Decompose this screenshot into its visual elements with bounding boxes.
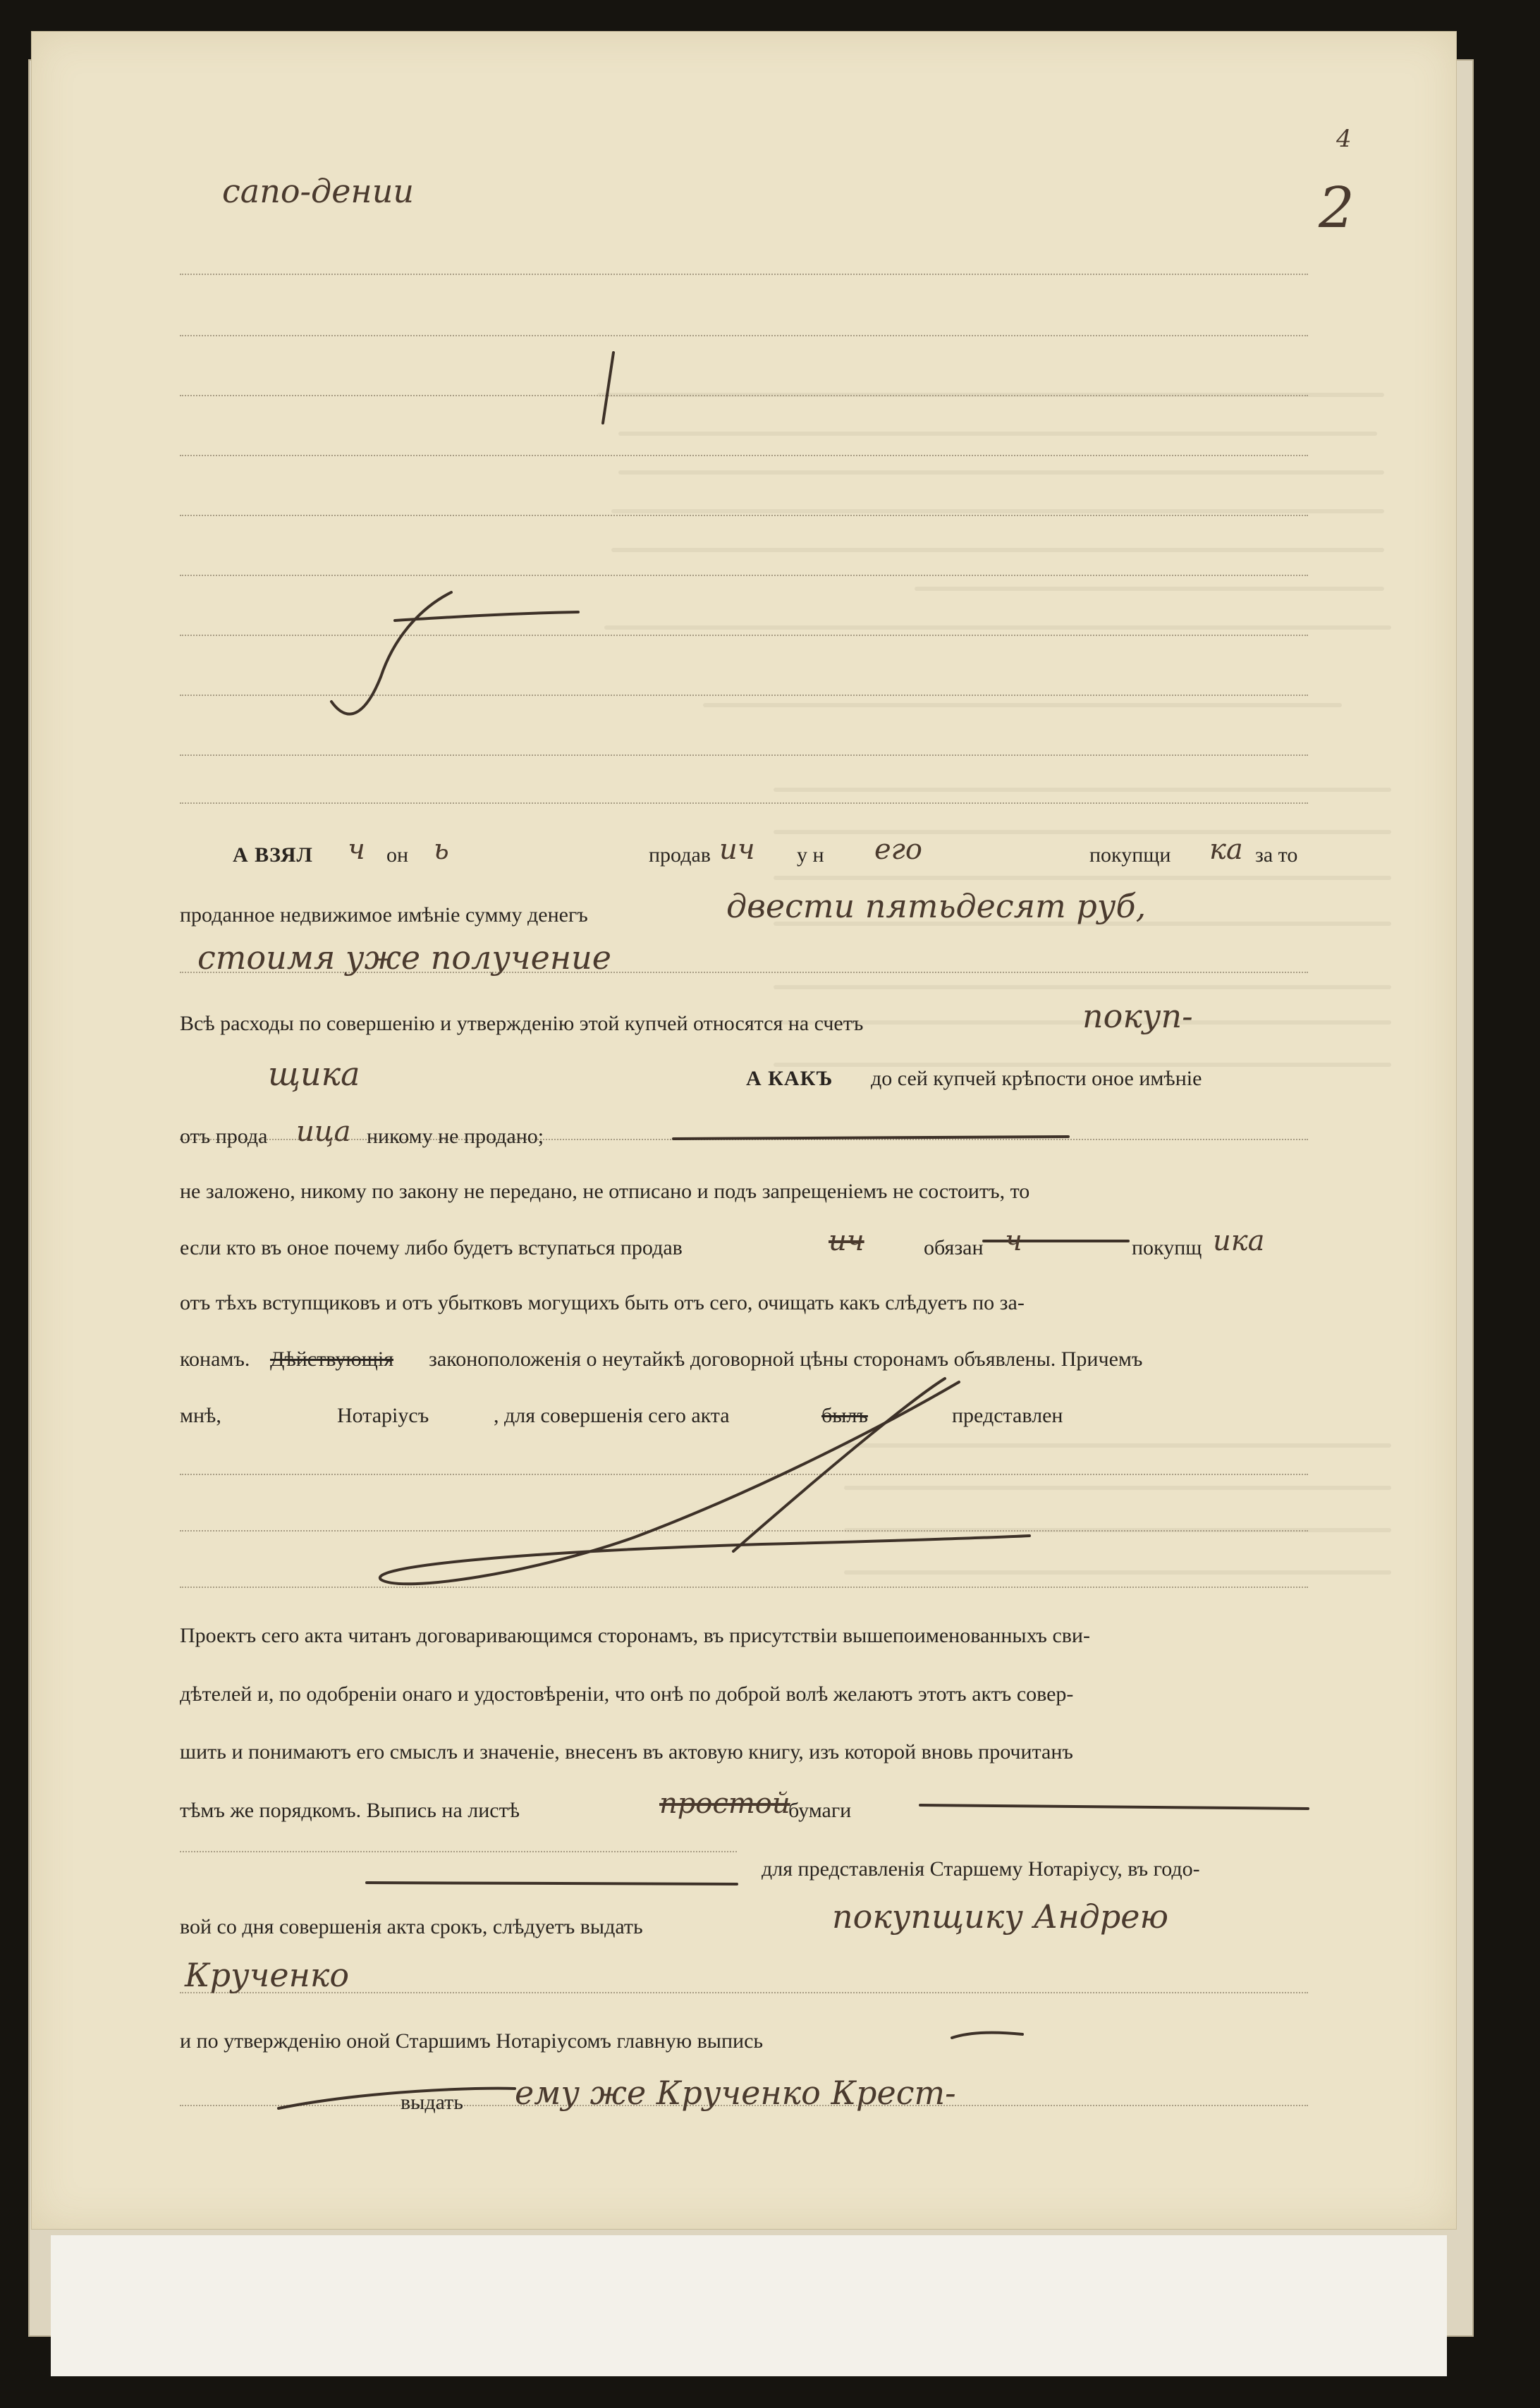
printed-line11a: мнѣ, [180,1404,221,1427]
printed-line9: отъ тѣхъ вступщиковъ и отъ убытковъ могущихъ быть отъ сего, очищать какъ слѣдуетъ по за- [180,1291,1025,1314]
handwritten-paper-type: простой [659,1787,790,1820]
handwritten-sum-line2: стоимя уже получение [197,939,612,977]
printed-line10a: конамъ. [180,1347,250,1371]
printed-p2-line4a: тѣмъ же порядкомъ. Выпись на листѣ [180,1799,520,1822]
printed-line-expenses: Всѣ расходы по совершенію и утвержденію этой купчей относятся на счетъ [180,1012,864,1035]
printed-p2-line2: дѣтелей и, по одобреніи онаго и удостовѣреніи, что онѣ по доброй волѣ желаютъ этотъ актъ совер- [180,1682,1074,1706]
printed-u-n: у н [797,843,824,867]
pen-flourish [331,592,451,714]
printed-line8a: если кто въ оное почему либо будетъ вступаться продав [180,1236,683,1259]
printed-line11d-struck: былъ [821,1404,868,1427]
printed-line11c: , для совершенія сего акта [494,1404,730,1427]
pen-dash [920,1805,1308,1809]
handwritten-buyer-ending: ка [1209,833,1243,866]
pen-dash [673,1137,1068,1139]
printed-line10c: законоположенія о неутайкѣ договорной цѣны сторонамъ объявлены. Причемъ [429,1347,1143,1371]
printed-a-vzyal: А ВЗЯЛ [233,843,313,867]
printed-p2-line8: выдать [401,2091,463,2114]
handwritten-buyer-in: его [874,833,922,866]
printed-p2-line6: вой со дня совершенія акта срокъ, слѣдуетъ выдать [180,1915,643,1938]
handwritten-obliged-ending: ч [1005,1225,1022,1257]
pen-dash [367,1883,737,1884]
printed-line11b: Нотаріусъ [337,1404,429,1427]
handwritten-on-ending: ь [434,833,449,866]
handwritten-seller-ending-2: ица [296,1116,351,1148]
pen-dash [952,2033,1022,2038]
pen-dash [279,2089,515,2108]
printed-line5-rest: до сей купчей крѣпости оное имѣніе [871,1067,1202,1090]
printed-line11e: представлен [952,1404,1063,1427]
handwritten-top-note: сапо-дении [222,172,414,210]
printed-line8b: обязан [924,1236,984,1259]
handwritten-issue-to-2: Крученко [185,1956,350,1994]
handwritten-issue-main-to: ему же Крученко Крест- [515,2074,956,2112]
printed-a-kak: А КАКЪ [746,1067,833,1090]
handwritten-expense-payer-1: покуп- [1082,997,1193,1035]
handwritten-seller-ending: ич [719,833,755,866]
printed-p2-line5: для представленія Старшему Нотаріусу, въ годо- [762,1857,1200,1881]
handwritten-issue-to-1: покупщику Андрею [832,1897,1169,1936]
printed-prodav: продав [649,843,711,867]
handwritten-expense-payer-2: щика [268,1055,360,1093]
handwritten-seller-ending-3: ич [829,1225,864,1257]
printed-line7: не заложено, никому по закону не передано, не отписано и подъ запрещеніемъ не состоитъ, то [180,1180,1030,1203]
pen-tick [603,353,613,423]
printed-line8c: покупщ [1132,1236,1202,1259]
printed-line6b: никому не продано; [367,1125,544,1148]
printed-p2-line4b: бумаги [788,1799,852,1822]
printed-on: он [386,843,409,867]
page-number-small: 4 [1336,125,1352,153]
printed-line-sum: проданное недвижимое имѣніе сумму денегъ [180,903,588,927]
handwritten-sum-line1: двести пятьдесят руб, [726,887,1147,925]
page-number: 2 [1319,175,1355,240]
printed-p2-line3: шить и понимаютъ его смыслъ и значеніе, внесенъ въ актовую книгу, изъ которой вновь прочитанъ [180,1740,1073,1764]
printed-line6a: отъ прода [180,1125,268,1148]
handwritten-buyer-ending-2: ика [1213,1225,1265,1257]
printed-za-to: за то [1255,843,1298,867]
handwritten-vzyal-ending: ч [348,833,365,866]
printed-p2-line1: Проектъ сего акта читанъ договаривающимся сторонамъ, въ присутствіи вышепоименованныхъ сви- [180,1624,1090,1647]
printed-line10b-struck: Дѣйствующія [270,1347,394,1371]
printed-pokupshchi: покупщи [1089,843,1171,867]
printed-p2-line7: и по утвержденію оной Старшимъ Нотаріусомъ главную выпись [180,2029,764,2053]
